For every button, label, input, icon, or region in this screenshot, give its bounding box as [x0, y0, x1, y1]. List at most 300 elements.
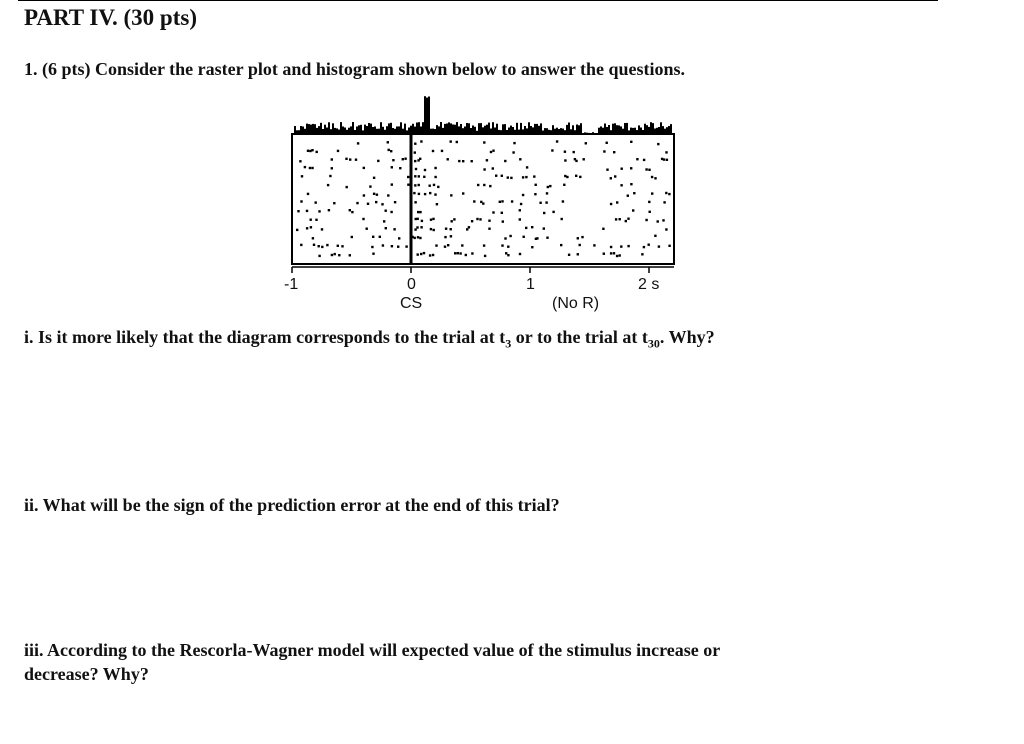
spike-mark: [326, 244, 328, 246]
histogram-bar: [666, 127, 668, 134]
histogram-bar: [626, 123, 628, 134]
histogram-bar: [528, 122, 530, 134]
histogram-bar: [312, 124, 314, 134]
spike-mark: [311, 149, 313, 151]
spike-mark: [419, 237, 421, 239]
x-tick-label: 2 s: [638, 276, 660, 293]
spike-mark: [668, 245, 670, 247]
spike-mark: [549, 185, 551, 187]
spike-mark: [619, 254, 621, 256]
spike-mark: [315, 219, 317, 221]
spike-mark: [404, 158, 406, 160]
spike-mark: [648, 169, 650, 171]
page-title: PART IV. (30 pts): [24, 5, 197, 30]
spike-mark: [492, 211, 494, 213]
spike-mark: [543, 227, 545, 229]
spike-mark: [363, 194, 365, 196]
spike-mark: [351, 211, 353, 213]
spike-mark: [581, 236, 583, 238]
spike-mark: [507, 246, 509, 248]
spike-mark: [610, 246, 612, 248]
histogram-bar: [382, 127, 384, 134]
spike-mark: [418, 184, 420, 186]
spike-mark: [462, 160, 464, 162]
spike-mark: [418, 193, 420, 195]
spike-mark: [630, 141, 632, 143]
spike-mark: [309, 150, 311, 152]
spike-mark: [648, 244, 650, 246]
spike-mark: [566, 176, 568, 178]
spike-mark: [407, 176, 409, 178]
histogram-bar: [566, 125, 568, 134]
histogram-bar: [310, 125, 312, 134]
histogram-bar: [572, 125, 574, 134]
spike-mark: [564, 151, 566, 153]
question-i-middle: or to the trial at t: [511, 327, 648, 347]
spike-mark: [373, 193, 375, 195]
spike-mark: [483, 141, 485, 143]
spike-mark: [424, 193, 426, 195]
spike-mark: [645, 219, 647, 221]
spike-mark: [402, 158, 404, 160]
spike-mark: [509, 235, 511, 237]
spike-mark: [486, 159, 488, 161]
histogram-bar: [454, 125, 456, 134]
spike-mark: [461, 244, 463, 246]
histogram-bar: [436, 125, 438, 134]
spike-mark: [471, 252, 473, 254]
spike-mark: [450, 235, 452, 237]
spike-mark: [383, 220, 385, 222]
spike-mark: [531, 226, 533, 228]
spike-mark: [390, 150, 392, 152]
spike-mark: [390, 211, 392, 213]
histogram-bar: [486, 125, 488, 134]
spike-mark: [476, 218, 478, 220]
spike-mark: [331, 158, 333, 160]
spike-mark: [313, 244, 315, 246]
spike-mark: [562, 200, 564, 202]
spike-mark: [545, 201, 547, 203]
histogram-bar: [460, 124, 462, 134]
spike-mark: [501, 200, 503, 202]
spike-mark: [625, 220, 627, 222]
spike-mark: [525, 176, 527, 178]
spike-mark: [636, 158, 638, 160]
spike-mark: [345, 158, 347, 160]
spike-mark: [593, 244, 595, 246]
spike-mark: [547, 186, 549, 188]
spike-mark: [432, 254, 434, 256]
spike-mark: [615, 218, 617, 220]
histogram-bar: [670, 124, 672, 134]
spike-mark: [334, 253, 336, 255]
spike-mark: [533, 175, 535, 177]
histogram-bar: [318, 126, 320, 134]
histogram-bar: [644, 124, 646, 134]
spike-mark: [513, 142, 515, 144]
spike-mark: [417, 236, 419, 238]
spike-mark: [357, 142, 359, 144]
spike-mark: [416, 226, 418, 228]
spike-mark: [447, 158, 449, 160]
spike-mark: [341, 245, 343, 247]
histogram-bar: [510, 126, 512, 134]
spike-mark: [479, 218, 481, 220]
spike-mark: [552, 211, 554, 213]
spike-mark: [619, 218, 621, 220]
spike-mark: [668, 193, 670, 195]
spike-mark: [331, 167, 333, 169]
spike-mark: [577, 237, 579, 239]
spike-mark: [488, 228, 490, 230]
spike-mark: [501, 175, 503, 177]
spike-mark: [424, 169, 426, 171]
spike-mark: [434, 167, 436, 169]
spike-mark: [522, 194, 524, 196]
spike-mark: [534, 193, 536, 195]
spike-mark: [610, 177, 612, 179]
subscript-3: 3: [505, 336, 512, 351]
histogram-bar: [478, 123, 480, 134]
spike-mark: [585, 142, 587, 144]
histogram-bar: [530, 126, 532, 134]
spike-mark: [371, 246, 373, 248]
spike-mark: [575, 175, 577, 177]
spike-mark: [489, 185, 491, 187]
spike-mark: [471, 220, 473, 222]
spike-mark: [388, 149, 390, 151]
spike-mark: [434, 176, 436, 178]
spike-mark: [307, 193, 309, 195]
spike-mark: [627, 195, 629, 197]
histogram-bar: [652, 123, 654, 134]
spike-mark: [543, 212, 545, 214]
spike-mark: [405, 245, 407, 247]
spike-mark: [296, 229, 298, 231]
histogram-bar: [502, 124, 504, 134]
spike-mark: [411, 236, 413, 238]
histogram-bar: [414, 127, 416, 134]
histogram-bar: [600, 126, 602, 134]
histogram-bar: [492, 122, 494, 134]
question-iii-line1: iii. According to the Rescorla-Wagner model will expected value of the stimulus increase or: [24, 640, 721, 660]
histogram-bar: [482, 127, 484, 134]
spike-mark: [420, 226, 422, 228]
histogram-bar: [638, 125, 640, 134]
spike-mark: [649, 211, 651, 213]
spike-mark: [504, 160, 506, 162]
histogram-bar: [658, 127, 660, 134]
spike-mark: [377, 160, 379, 162]
spike-mark: [300, 244, 302, 246]
histogram: [294, 96, 672, 134]
spike-mark: [419, 211, 421, 213]
spike-mark: [535, 184, 537, 186]
spike-mark: [483, 184, 485, 186]
histogram-bar: [516, 123, 518, 134]
spike-mark: [397, 246, 399, 248]
spike-mark: [432, 150, 434, 152]
spike-mark: [564, 159, 566, 161]
histogram-bar: [320, 123, 322, 134]
spike-mark: [433, 184, 435, 186]
question-iii-line2: decrease? Why?: [24, 664, 149, 684]
spike-mark: [643, 246, 645, 248]
histogram-bar: [366, 126, 368, 134]
x-tick-label: 0: [407, 276, 416, 293]
spike-mark: [613, 151, 615, 153]
spike-mark: [654, 235, 656, 237]
spike-mark: [417, 253, 419, 255]
spike-mark: [603, 253, 605, 255]
spike-mark: [511, 200, 513, 202]
histogram-bar: [496, 124, 498, 134]
spike-mark: [525, 227, 527, 229]
spike-mark: [414, 151, 416, 153]
spike-mark: [318, 210, 320, 212]
histogram-bar: [604, 124, 606, 135]
spike-mark: [394, 201, 396, 203]
histogram-bar: [422, 122, 424, 134]
histogram-bar: [368, 123, 370, 134]
histogram-bar: [618, 125, 620, 134]
histogram-bar: [540, 123, 542, 134]
histogram-bar: [488, 123, 490, 134]
histogram-bar: [398, 126, 400, 134]
spike-mark: [457, 252, 459, 254]
spike-mark: [602, 228, 604, 230]
spike-mark: [372, 253, 374, 255]
spike-mark: [327, 184, 329, 186]
spike-mark: [414, 237, 416, 239]
spike-mark: [633, 192, 635, 194]
question-intro: 1. (6 pts) Consider the raster plot and histogram shown below to answer the questions.: [24, 59, 686, 79]
spike-mark: [620, 184, 622, 186]
histogram-bar: [314, 124, 316, 134]
spike-mark: [430, 228, 432, 230]
spike-mark: [658, 245, 660, 247]
histogram-bar: [426, 98, 428, 134]
spike-mark: [420, 140, 422, 142]
spike-mark: [606, 169, 608, 171]
spike-mark: [641, 253, 643, 255]
histogram-bar: [374, 127, 376, 135]
spike-mark: [337, 245, 339, 247]
spike-mark: [310, 226, 312, 228]
histogram-bar: [578, 125, 580, 134]
spike-mark: [445, 228, 447, 230]
histogram-bar: [580, 123, 582, 134]
spike-mark: [502, 220, 504, 222]
spike-mark: [453, 218, 455, 220]
histogram-bar: [668, 126, 670, 134]
raster-plot-svg: [280, 92, 690, 324]
x-tick-label: -1: [284, 276, 299, 293]
spike-mark: [301, 175, 303, 177]
spike-mark: [523, 236, 525, 238]
spike-mark: [456, 141, 458, 143]
spike-mark: [413, 192, 415, 194]
spike-mark: [421, 220, 423, 222]
spike-mark: [663, 158, 665, 160]
spike-mark: [429, 254, 431, 256]
spike-mark: [665, 151, 667, 153]
spike-mark: [466, 228, 468, 230]
spike-mark: [458, 160, 460, 162]
histogram-bar: [474, 127, 476, 134]
spike-mark: [563, 184, 565, 186]
histogram-bar: [524, 126, 526, 134]
spike-mark: [419, 158, 421, 160]
spike-mark: [433, 229, 435, 231]
histogram-bar: [538, 126, 540, 134]
spike-mark: [579, 176, 581, 178]
spike-mark: [391, 245, 393, 247]
histogram-bar: [352, 122, 354, 134]
spike-mark: [483, 168, 485, 170]
spike-mark: [441, 150, 443, 152]
spike-mark: [648, 201, 650, 203]
histogram-bar: [456, 122, 458, 134]
spike-mark: [651, 176, 653, 178]
histogram-bar: [412, 124, 414, 134]
spike-mark: [398, 237, 400, 239]
spike-mark: [329, 175, 331, 177]
spike-mark: [310, 219, 312, 221]
spike-mark: [450, 194, 452, 196]
spike-mark: [414, 201, 416, 203]
spike-mark: [465, 254, 467, 256]
spike-mark: [610, 203, 612, 205]
spike-mark: [338, 254, 340, 256]
histogram-bar: [372, 127, 374, 134]
spike-mark: [391, 166, 393, 168]
spike-mark: [414, 143, 416, 145]
spike-mark: [423, 176, 425, 178]
spike-mark: [665, 192, 667, 194]
spike-mark: [450, 228, 452, 230]
spike-mark: [417, 218, 419, 220]
spike-mark: [306, 227, 308, 229]
histogram-bar: [620, 126, 622, 134]
spike-mark: [499, 201, 501, 203]
spike-mark: [450, 140, 452, 142]
spike-mark: [356, 202, 358, 204]
histogram-bar: [324, 125, 326, 134]
histogram-bar: [440, 122, 442, 134]
spike-mark: [630, 167, 632, 169]
question-i: [24, 325, 924, 356]
spike-mark: [385, 210, 387, 212]
histogram-bar: [328, 122, 330, 134]
spike-mark: [372, 236, 374, 238]
histogram-bar: [380, 122, 382, 134]
histogram-bar: [458, 126, 460, 134]
histogram-bar: [448, 122, 450, 134]
spike-mark: [436, 203, 438, 205]
spike-mark: [385, 227, 387, 229]
spike-mark: [505, 252, 507, 254]
spike-mark: [387, 194, 389, 196]
histogram-bar: [648, 127, 650, 134]
spike-mark: [488, 220, 490, 222]
spike-mark: [444, 236, 446, 238]
spike-mark: [651, 192, 653, 194]
question-i-suffix: . Why?: [659, 327, 715, 347]
spike-mark: [627, 245, 629, 247]
spike-mark: [430, 219, 432, 221]
spike-mark: [376, 194, 378, 196]
histogram-bar: [504, 124, 506, 134]
histogram-bar: [520, 123, 522, 134]
histogram-bar: [410, 126, 412, 134]
spike-mark: [363, 167, 365, 169]
spike-mark: [423, 252, 425, 254]
spike-mark: [420, 253, 422, 255]
spike-mark: [501, 244, 503, 246]
spike-mark: [606, 142, 608, 144]
spike-mark: [546, 237, 548, 239]
spike-mark: [616, 255, 618, 257]
spike-mark: [483, 244, 485, 246]
histogram-bar: [294, 126, 296, 134]
spike-mark: [546, 192, 548, 194]
spike-mark: [603, 150, 605, 152]
histogram-bar: [660, 122, 662, 134]
histogram-bar: [614, 123, 616, 134]
histogram-bar: [650, 122, 652, 134]
spike-mark: [417, 211, 419, 213]
spike-mark: [429, 192, 431, 194]
spike-mark: [522, 176, 524, 178]
spike-mark: [501, 212, 503, 214]
spike-mark: [311, 167, 313, 169]
spike-mark: [414, 184, 416, 186]
spike-mark: [564, 175, 566, 177]
histogram-bar: [360, 125, 362, 134]
spike-mark: [531, 246, 533, 248]
spike-mark: [519, 218, 521, 220]
histogram-bar: [332, 123, 334, 134]
histogram-bar: [356, 127, 358, 135]
question-ii: ii. What will be the sign of the prediction error at the end of this trial?: [24, 495, 560, 515]
spike-mark: [620, 245, 622, 247]
histogram-bar: [466, 123, 468, 134]
histogram-bar: [468, 123, 470, 134]
spike-mark: [373, 177, 375, 179]
spike-mark: [415, 168, 417, 170]
histogram-bar: [350, 126, 352, 134]
spike-mark: [492, 150, 494, 152]
spike-mark: [399, 167, 401, 169]
histogram-bar: [358, 125, 360, 134]
histogram-bar: [438, 126, 440, 134]
histogram-bar: [302, 127, 304, 135]
histogram-bar: [646, 125, 648, 134]
spike-mark: [309, 167, 311, 169]
spike-mark: [315, 201, 317, 203]
histogram-bar: [308, 124, 310, 134]
spike-mark: [526, 166, 528, 168]
histogram-bar: [370, 124, 372, 134]
spike-mark: [362, 218, 364, 220]
spike-mark: [333, 202, 335, 204]
spike-mark: [382, 244, 384, 246]
spike-mark: [328, 209, 330, 211]
spike-mark: [454, 252, 456, 254]
spike-mark: [355, 159, 357, 161]
